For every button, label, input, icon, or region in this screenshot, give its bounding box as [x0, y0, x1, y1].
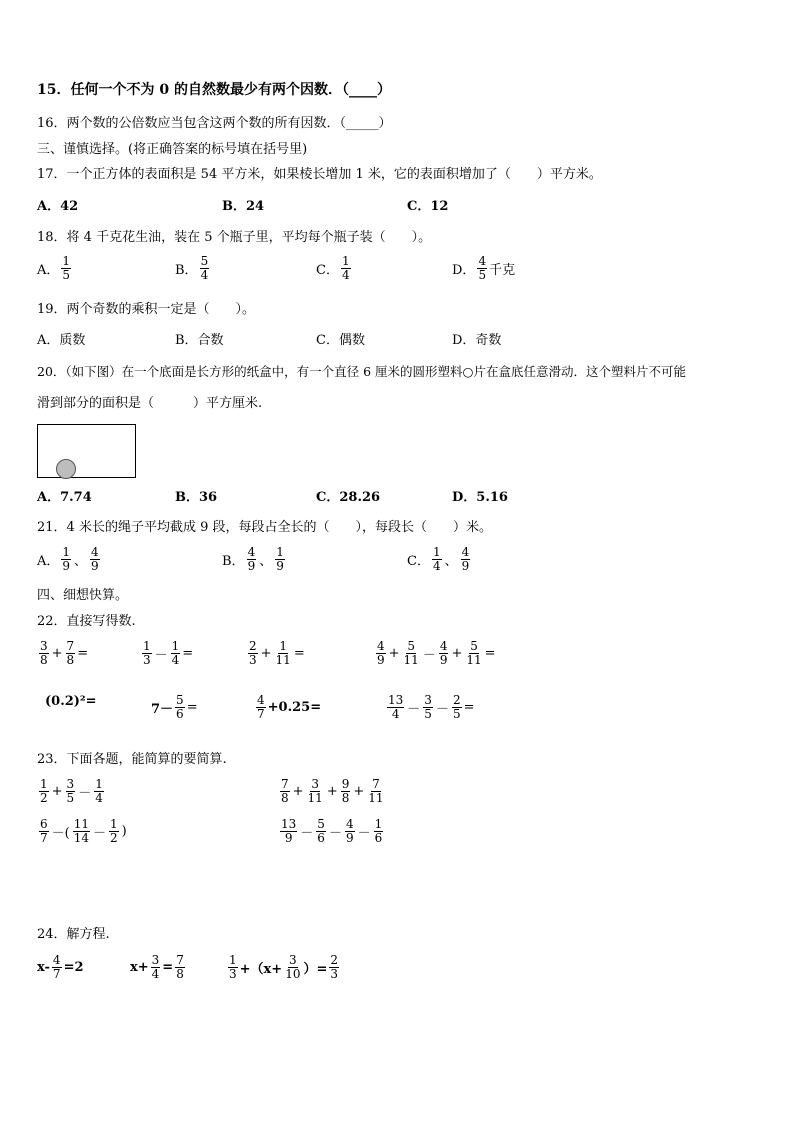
option-label: B．: [175, 263, 198, 278]
q22-expr-2: $\frac{1}{3}$ － $\frac{1}{4}$ =: [143, 639, 194, 667]
fraction: $\frac{4}{9}$: [91, 545, 99, 573]
q21-option-b: B． $\frac{4}{9}$ 、 $\frac{1}{9}$: [222, 545, 284, 573]
q22-expr-6: 7－ $\frac{5}{6}$ =: [151, 693, 198, 721]
q20-option-d: D．5.16: [452, 490, 508, 505]
question-22: 22．直接写得数.: [37, 614, 136, 629]
option-label: C．: [316, 263, 339, 278]
question-17: 17．一个正方体的表面积是 54 平方米，如果棱长增加 1 米，它的表面积增加了（ ）平方米。: [37, 167, 602, 182]
option-label: C．: [407, 554, 430, 569]
section-3-heading: 三、谨慎选择。(将正确答案的标号填在括号里): [37, 142, 308, 157]
fraction: $\frac{1}{9}$: [62, 545, 71, 573]
q23-expr-1: $\frac{1}{2}$ + $\frac{3}{5}$ － $\frac{1}{4}$: [40, 777, 103, 805]
question-15: 15．任何一个不为 0 的自然数最少有两个因数．（____）: [37, 82, 391, 98]
q22-expr-8: $\frac{13}{4}$ － $\frac{3}{5}$ － $\frac{2}{5}$ =: [388, 693, 475, 721]
q18-option-d: [452, 255, 515, 282]
q17-option-c: C．12: [407, 199, 449, 214]
q24-equation-2: x+ $\frac{3}{4}$ = $\frac{7}{8}$: [130, 953, 184, 981]
q19-option-d: D．奇数: [452, 333, 502, 348]
q23-expr-4: $\frac{13}{9}$ － $\frac{5}{6}$ － $\frac{4}{9}$ － $\frac{1}{6}$: [281, 817, 383, 845]
q24-equation-3: $\frac{1}{3}$ +（x+ $\frac{3}{10}$ ）= $\frac{2}{3}$: [229, 953, 339, 981]
q17-option-b: B．24: [222, 199, 265, 214]
fraction: $\frac{5}{4}$: [200, 254, 209, 282]
question-20-line2: 滑到部分的面积是（ ）平方厘米.: [37, 396, 263, 411]
option-label: D．: [452, 263, 476, 278]
q20-option-b: B．36: [175, 490, 218, 505]
option-label: A．: [37, 554, 60, 569]
option-label: B．: [222, 554, 245, 569]
question-19: 19．两个奇数的乘积一定是（ ）。: [37, 302, 256, 317]
q23-expr-3: $\frac{6}{7}$ －( $\frac{11}{14}$ － $\frac{1}{2}$ ): [40, 817, 127, 845]
fraction: $\frac{1}{4}$: [432, 545, 441, 573]
fraction: $\frac{4}{5}$: [478, 254, 487, 282]
q22-expr-3: $\frac{2}{3}$ + $\frac{1}{11}$ =: [249, 639, 305, 667]
section-4-heading: 四、细想快算。: [37, 588, 129, 603]
fraction: $\frac{4}{9}$: [247, 545, 256, 573]
q23-expr-2: $\frac{7}{8}$ + $\frac{3}{11}$ + $\frac{9}{8}$ + $\frac{7}{11}$: [281, 777, 384, 805]
q22-expr-5: (0.2)²=: [45, 694, 97, 709]
q22-expr-4: $\frac{4}{9}$ + $\frac{5}{11}$ － $\frac{4}{9}$ + $\frac{5}{11}$ =: [377, 639, 496, 667]
fraction: $\frac{1}{4}$: [341, 254, 350, 282]
fraction: $\frac{1}{9}$: [276, 545, 284, 573]
question-23: 23．下面各题，能简算的要简算.: [37, 752, 227, 767]
q18-option-b: [175, 255, 211, 282]
q20-option-c: C．28.26: [316, 490, 381, 505]
question-18: 18．将 4 千克花生油，装在 5 个瓶子里，平均每个瓶子装（ ）。: [37, 230, 432, 245]
q18-option-c: [316, 255, 353, 282]
q20-option-a: A．7.74: [37, 490, 92, 505]
question-21: 21．4 米长的绳子平均截成 9 段，每段占全长的（ ），每段长（ ）米。: [37, 520, 492, 535]
unit-label: 千克: [489, 263, 516, 278]
q17-option-a: A．42: [37, 199, 79, 214]
option-label: A．: [37, 263, 60, 278]
question-24: 24．解方程.: [37, 927, 110, 942]
q19-option-c: C．偶数: [316, 333, 365, 348]
q21-option-c: C． $\frac{1}{4}$ 、 $\frac{4}{9}$: [407, 545, 470, 573]
q19-option-a: A．质数: [37, 333, 86, 348]
q22-expr-7: $\frac{4}{7}$ +0.25=: [257, 693, 322, 721]
question-16: 16．两个数的公倍数应当包含这两个数的所有因数．（_____）: [37, 116, 392, 131]
rectangle-box-figure: [37, 424, 136, 478]
q24-equation-1: x- $\frac{4}{7}$ =2: [37, 953, 84, 981]
q18-option-a: [37, 255, 73, 282]
question-20-line1: 20．（如下图）在一个底面是长方形的纸盒中，有一个直径 6 厘米的圆形塑料○片在盒底任意滑动．这个塑料片不可能: [37, 364, 686, 379]
q22-expr-1: $\frac{3}{8}$ + $\frac{7}{8}$ =: [40, 639, 89, 667]
fraction: $\frac{4}{9}$: [461, 545, 470, 573]
circle-disc-figure: [56, 459, 76, 479]
q21-option-a: A． $\frac{1}{9}$ 、 $\frac{4}{9}$: [37, 545, 99, 573]
q19-option-b: B．合数: [175, 333, 224, 348]
fraction: $\frac{1}{5}$: [62, 254, 71, 282]
